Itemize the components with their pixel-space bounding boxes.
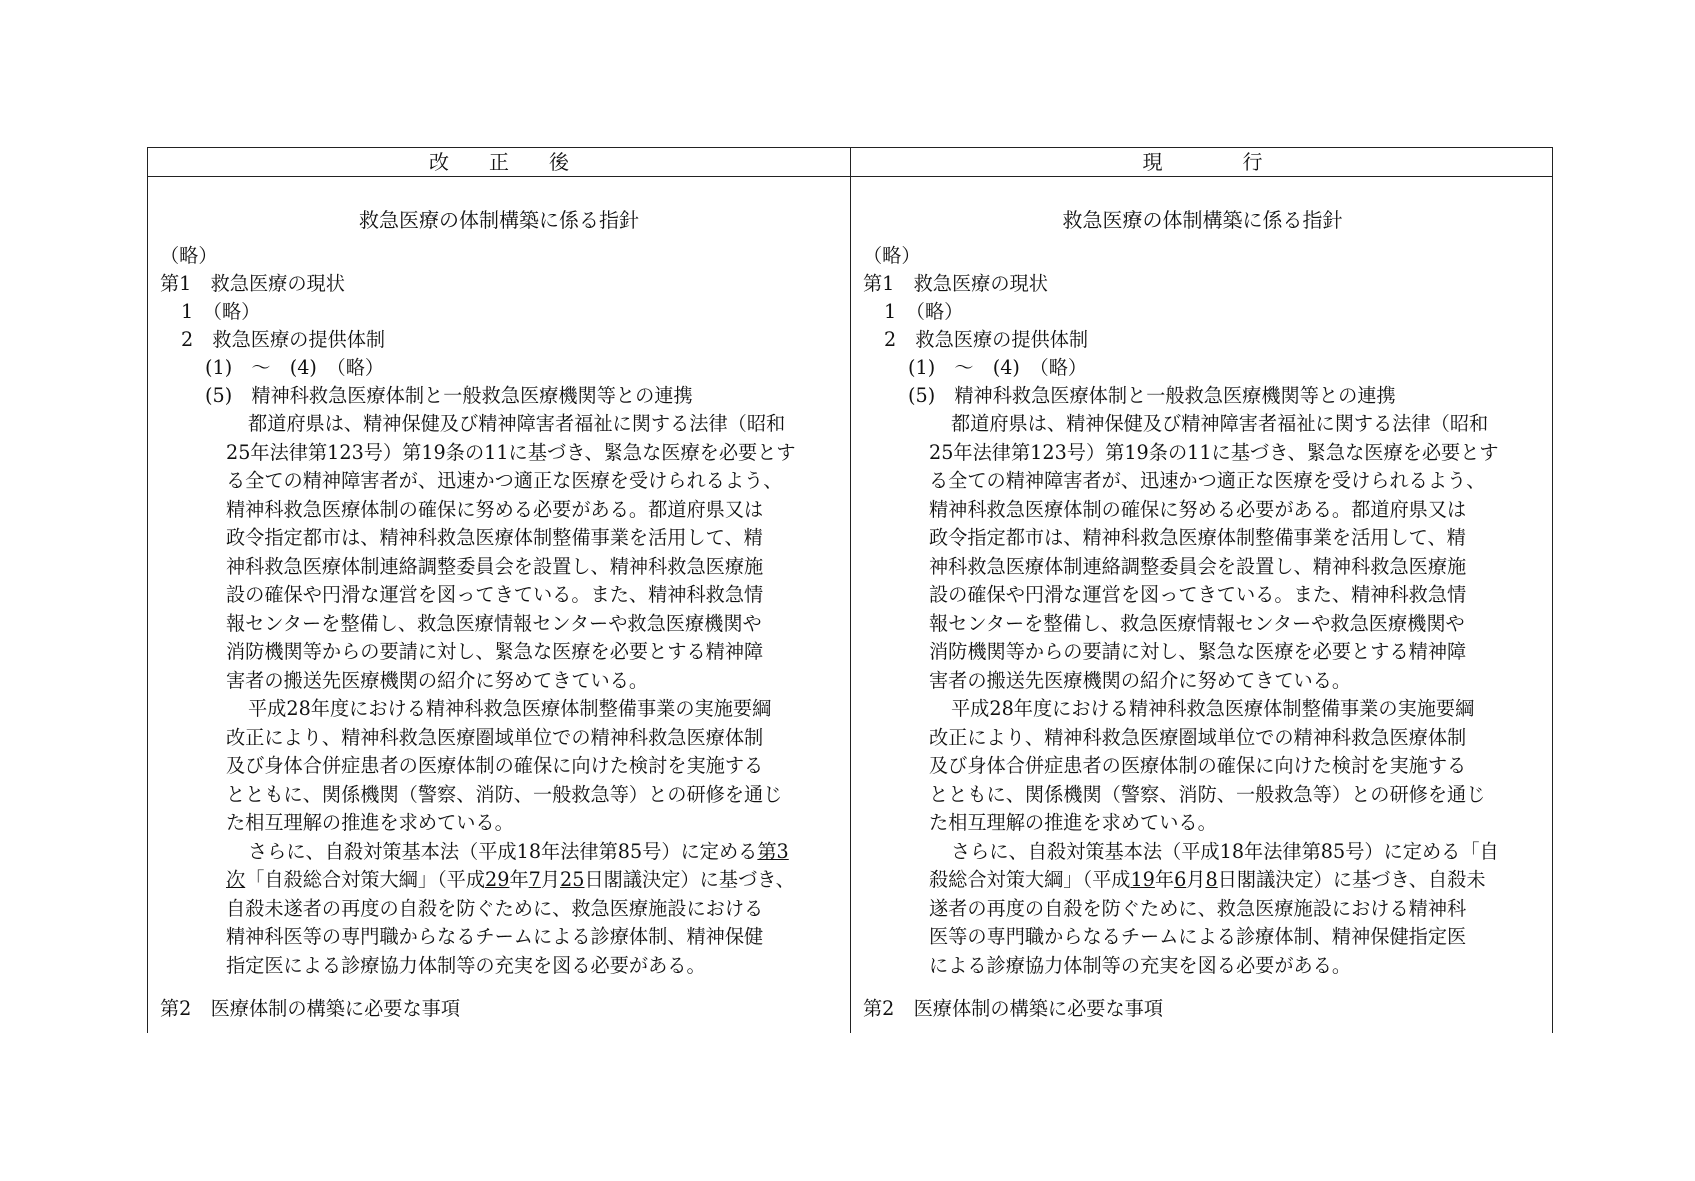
paragraph-line: 神科救急医療体制連絡調整委員会を設置し、精神科救急医療施 xyxy=(929,554,1467,578)
paragraph-line xyxy=(226,866,796,895)
paragraph-line: 改正により、精神科救急医療圏域単位での精神科救急医療体制 xyxy=(929,725,1467,749)
section-2-heading: 第2 医療体制の構築に必要な事項 xyxy=(160,997,461,1020)
paragraph-line: た相互理解の推進を求めている。 xyxy=(226,811,514,834)
paragraph-1 xyxy=(226,410,796,980)
paragraph-line: による診療協力体制等の充実を図る必要がある。 xyxy=(929,953,1352,977)
item-2: 2 救急医療の提供体制 xyxy=(181,328,386,351)
changed-text: 8 xyxy=(1205,868,1218,891)
paragraph-line: 都道府県は、精神保健及び精神障害者福祉に関する法律（昭和 xyxy=(248,412,786,435)
sub-item-5-heading: (5) 精神科救急医療体制と一般救急医療機関等との連携 xyxy=(908,384,1396,407)
amended-text: 29 xyxy=(485,868,510,891)
item-1: 1 （略） xyxy=(884,300,964,323)
paragraph-line: 都道府県は、精神保健及び精神障害者福祉に関する法律（昭和 xyxy=(951,412,1489,435)
paragraph-line: とともに、関係機関（警察、消防、一般救急等）との研修を通じ xyxy=(929,782,1486,806)
paragraph-line: 指定医による診療協力体制等の充実を図る必要がある。 xyxy=(226,953,706,977)
paragraph-line: 平成28年度における精神科救急医療体制整備事業の実施要綱 xyxy=(951,697,1475,720)
paragraph-line: 自殺未遂者の再度の自殺を防ぐために、救急医療施設における xyxy=(226,896,764,920)
amended-text: 第3 xyxy=(757,839,789,863)
omitted-intro: （略） xyxy=(863,244,921,267)
document-title: 救急医療の体制構築に係る指針 xyxy=(1062,208,1343,232)
header-current: 現 行 xyxy=(1142,150,1263,174)
amended-text: 次 xyxy=(226,868,246,891)
paragraph-line: とともに、関係機関（警察、消防、一般救急等）との研修を通じ xyxy=(226,782,783,806)
text-run: 月 xyxy=(1186,868,1206,891)
paragraph-line xyxy=(226,838,796,867)
paragraph-1 xyxy=(929,410,1499,980)
sub-items-1-4: (1) ～ (4) （略） xyxy=(205,356,385,379)
amended-text: 7 xyxy=(528,868,541,891)
sub-item-5-heading: (5) 精神科救急医療体制と一般救急医療機関等との連携 xyxy=(205,384,693,407)
paragraph-line: さらに、自殺対策基本法（平成18年法律第85号）に定める「自 xyxy=(951,839,1499,863)
text-run: 日閣議決定）に基づき、 xyxy=(584,868,795,891)
section-1-heading: 第1 救急医療の現状 xyxy=(160,272,345,295)
text-run: 殺総合対策大綱」（平成 xyxy=(929,868,1131,891)
paragraph-line: 消防機関等からの要請に対し、緊急な医療を必要とする精神障 xyxy=(929,640,1467,663)
text-run: 「自殺総合対策大綱」（平成 xyxy=(245,868,486,891)
text-run: 年 xyxy=(509,868,529,891)
paragraph-line xyxy=(929,866,1499,895)
text-run: さらに、自殺対策基本法（平成18年法律第85号）に定める xyxy=(248,839,758,863)
header-revised: 改 正 後 xyxy=(429,150,569,174)
omitted-intro: （略） xyxy=(160,244,218,267)
paragraph-line: 及び身体合併症患者の医療体制の確保に向けた検討を実施する xyxy=(226,754,764,777)
paragraph-line: 平成28年度における精神科救急医療体制整備事業の実施要綱 xyxy=(248,697,772,720)
paragraph-line: 精神科医等の専門職からなるチームによる診療体制、精神保健 xyxy=(226,925,764,948)
current-column xyxy=(851,148,1554,1034)
paragraph-line: 政令指定都市は、精神科救急医療体制整備事業を活用して、精 xyxy=(929,526,1466,549)
text-run: 年 xyxy=(1154,868,1175,891)
paragraph-line: 設の確保や円滑な運営を図ってきている。また、精神科救急情 xyxy=(226,583,764,606)
paragraph-line: 報センターを整備し、救急医療情報センターや救急医療機関や xyxy=(226,611,762,635)
section-1-heading: 第1 救急医療の現状 xyxy=(863,272,1048,295)
amended-text: 25 xyxy=(560,868,585,891)
changed-text: 19 xyxy=(1130,868,1155,891)
changed-text: 6 xyxy=(1174,868,1187,891)
paragraph-line: 害者の搬送先医療機関の紹介に努めてきている。 xyxy=(226,668,649,692)
paragraph-line: た相互理解の推進を求めている。 xyxy=(929,811,1217,834)
paragraph-line: る全ての精神障害者が、迅速かつ適正な医療を受けられるよう、 xyxy=(226,469,783,492)
paragraph-line: 精神科救急医療体制の確保に努める必要がある。都道府県又は xyxy=(226,497,764,521)
paragraph-line: 及び身体合併症患者の医療体制の確保に向けた検討を実施する xyxy=(929,754,1467,777)
sub-items-1-4: (1) ～ (4) （略） xyxy=(908,356,1088,379)
paragraph-line: 政令指定都市は、精神科救急医療体制整備事業を活用して、精 xyxy=(226,526,763,549)
item-1: 1 （略） xyxy=(181,300,261,323)
text-run: 日閣議決定）に基づき、自殺未 xyxy=(1217,868,1486,891)
paragraph-line: 25年法律第123号）第19条の11に基づき、緊急な医療を必要とす xyxy=(929,440,1499,464)
revised-column xyxy=(148,148,850,1034)
section-2-heading: 第2 医療体制の構築に必要な事項 xyxy=(863,997,1164,1020)
paragraph-line: 消防機関等からの要請に対し、緊急な医療を必要とする精神障 xyxy=(226,640,764,663)
paragraph-line: 精神科救急医療体制の確保に努める必要がある。都道府県又は xyxy=(929,497,1467,521)
paragraph-line: る全ての精神障害者が、迅速かつ適正な医療を受けられるよう、 xyxy=(929,469,1486,492)
text-run: 月 xyxy=(540,868,561,891)
paragraph-line: 設の確保や円滑な運営を図ってきている。また、精神科救急情 xyxy=(929,583,1467,606)
paragraph-line: 害者の搬送先医療機関の紹介に努めてきている。 xyxy=(929,668,1352,692)
comparison-table xyxy=(147,147,1553,1033)
paragraph-line: 25年法律第123号）第19条の11に基づき、緊急な医療を必要とす xyxy=(226,440,796,464)
paragraph-line: 医等の専門職からなるチームによる診療体制、精神保健指定医 xyxy=(929,925,1467,948)
document-title: 救急医療の体制構築に係る指針 xyxy=(359,208,639,232)
paragraph-line: 報センターを整備し、救急医療情報センターや救急医療機関や xyxy=(929,611,1465,635)
item-2: 2 救急医療の提供体制 xyxy=(884,328,1089,351)
paragraph-line: 改正により、精神科救急医療圏域単位での精神科救急医療体制 xyxy=(226,725,764,749)
paragraph-line: 遂者の再度の自殺を防ぐために、救急医療施設における精神科 xyxy=(929,896,1467,920)
paragraph-line: 神科救急医療体制連絡調整委員会を設置し、精神科救急医療施 xyxy=(226,554,764,578)
